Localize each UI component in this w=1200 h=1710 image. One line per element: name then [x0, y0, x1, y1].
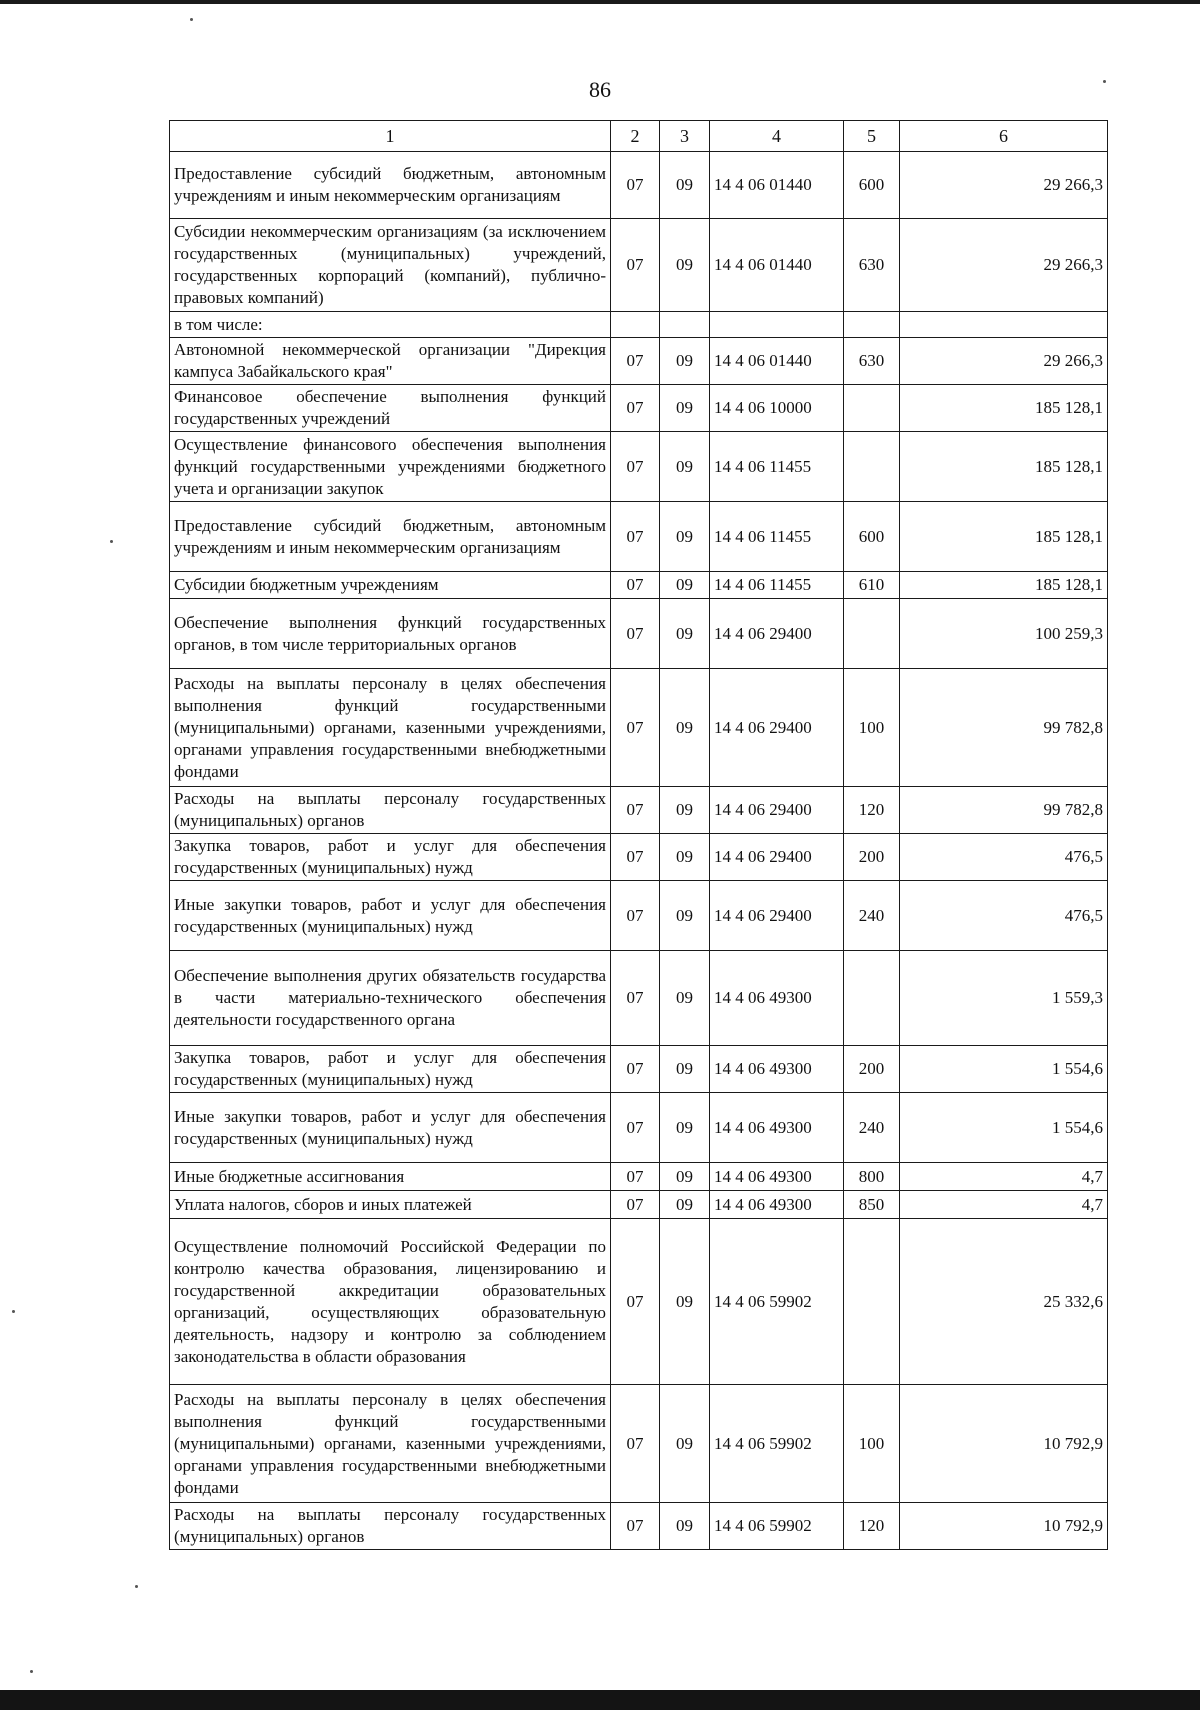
row-subsection: 09	[660, 1219, 710, 1385]
table-row	[170, 338, 1108, 385]
row-section: 07	[611, 219, 660, 312]
row-expense-type: 240	[844, 881, 900, 951]
row-section: 07	[611, 951, 660, 1046]
row-expense-type: 120	[844, 1503, 900, 1550]
row-section: 07	[611, 502, 660, 572]
row-amount: 185 128,1	[900, 385, 1108, 432]
row-target-code: 14 4 06 01440	[710, 338, 844, 385]
row-name: Обеспечение выполнения функций государственных органов, в том числе территориальных органов	[170, 599, 611, 669]
row-expense-type: 240	[844, 1093, 900, 1163]
row-target-code	[710, 312, 844, 338]
row-expense-type	[844, 599, 900, 669]
table-row	[170, 219, 1108, 312]
row-name: Финансовое обеспечение выполнения функций государственных учреждений	[170, 385, 611, 432]
table-row	[170, 432, 1108, 502]
table-row	[170, 502, 1108, 572]
row-section: 07	[611, 1093, 660, 1163]
row-name: Предоставление субсидий бюджетным, автономным учреждениям и иным некоммерческим организациям	[170, 152, 611, 219]
row-target-code: 14 4 06 59902	[710, 1385, 844, 1503]
row-section: 07	[611, 1046, 660, 1093]
table-row	[170, 1163, 1108, 1191]
row-subsection: 09	[660, 152, 710, 219]
row-name: Иные закупки товаров, работ и услуг для обеспечения государственных (муниципальных) нужд	[170, 1093, 611, 1163]
row-name: Расходы на выплаты персоналу в целях обеспечения выполнения функций государственными (муниципальными) органами, казенными учреждениями, органами управления государственными внебюджетными фондами	[170, 1385, 611, 1503]
row-subsection: 09	[660, 1191, 710, 1219]
scan-speck	[110, 540, 113, 543]
col-header-5: 5	[844, 121, 900, 152]
row-section: 07	[611, 599, 660, 669]
row-section: 07	[611, 669, 660, 787]
row-expense-type: 200	[844, 1046, 900, 1093]
scan-speck	[190, 18, 193, 21]
row-target-code: 14 4 06 11455	[710, 502, 844, 572]
row-name: Закупка товаров, работ и услуг для обеспечения государственных (муниципальных) нужд	[170, 834, 611, 881]
row-subsection: 09	[660, 502, 710, 572]
row-subsection: 09	[660, 1093, 710, 1163]
row-subsection: 09	[660, 881, 710, 951]
table-row	[170, 1385, 1108, 1503]
row-name: Осуществление финансового обеспечения выполнения функций государственными учреждениями бюджетного учета и организации закупок	[170, 432, 611, 502]
row-expense-type: 600	[844, 152, 900, 219]
row-name: Закупка товаров, работ и услуг для обеспечения государственных (муниципальных) нужд	[170, 1046, 611, 1093]
row-expense-type: 600	[844, 502, 900, 572]
row-section: 07	[611, 338, 660, 385]
row-amount: 1 554,6	[900, 1093, 1108, 1163]
row-target-code: 14 4 06 01440	[710, 152, 844, 219]
col-header-2: 2	[611, 121, 660, 152]
row-target-code: 14 4 06 49300	[710, 1093, 844, 1163]
row-section: 07	[611, 881, 660, 951]
col-header-1: 1	[170, 121, 611, 152]
row-subsection: 09	[660, 951, 710, 1046]
table-row	[170, 385, 1108, 432]
row-target-code: 14 4 06 59902	[710, 1219, 844, 1385]
row-target-code: 14 4 06 11455	[710, 432, 844, 502]
row-subsection: 09	[660, 669, 710, 787]
row-subsection: 09	[660, 1385, 710, 1503]
row-section: 07	[611, 1163, 660, 1191]
row-target-code: 14 4 06 29400	[710, 881, 844, 951]
row-name: Осуществление полномочий Российской Федерации по контролю качества образования, лицензированию и государственной аккредитации образовательных организаций, осуществляющих образовательную деятельность, надзору и контролю за соблюдением законодательства в области образования	[170, 1219, 611, 1385]
table-row	[170, 1503, 1108, 1550]
row-name: Расходы на выплаты персоналу в целях обеспечения выполнения функций государственными (муниципальными) органами, казенными учреждениями, органами управления государственными внебюджетными фондами	[170, 669, 611, 787]
scan-speck	[30, 1670, 33, 1673]
row-name: в том числе:	[170, 312, 611, 338]
table-row	[170, 152, 1108, 219]
row-target-code: 14 4 06 29400	[710, 599, 844, 669]
row-name: Иные закупки товаров, работ и услуг для обеспечения государственных (муниципальных) нужд	[170, 881, 611, 951]
row-name: Иные бюджетные ассигнования	[170, 1163, 611, 1191]
row-name: Субсидии некоммерческим организациям (за исключением государственных (муниципальных) учреждений, государственных корпораций (компаний), публично-правовых компаний)	[170, 219, 611, 312]
row-subsection: 09	[660, 385, 710, 432]
row-name: Уплата налогов, сборов и иных платежей	[170, 1191, 611, 1219]
row-subsection: 09	[660, 432, 710, 502]
row-subsection: 09	[660, 787, 710, 834]
row-section: 07	[611, 152, 660, 219]
row-amount: 25 332,6	[900, 1219, 1108, 1385]
row-target-code: 14 4 06 49300	[710, 1163, 844, 1191]
row-expense-type: 100	[844, 1385, 900, 1503]
row-name: Расходы на выплаты персоналу государственных (муниципальных) органов	[170, 787, 611, 834]
scan-speck	[12, 1310, 15, 1313]
row-amount: 29 266,3	[900, 219, 1108, 312]
row-name: Автономной некоммерческой организации "Дирекция кампуса Забайкальского края"	[170, 338, 611, 385]
row-amount: 185 128,1	[900, 572, 1108, 599]
row-amount: 1 554,6	[900, 1046, 1108, 1093]
row-section: 07	[611, 834, 660, 881]
table-row	[170, 834, 1108, 881]
scan-speck	[135, 1585, 138, 1588]
table-row	[170, 881, 1108, 951]
row-amount: 185 128,1	[900, 432, 1108, 502]
row-target-code: 14 4 06 10000	[710, 385, 844, 432]
row-subsection: 09	[660, 219, 710, 312]
row-amount: 29 266,3	[900, 152, 1108, 219]
table-row	[170, 572, 1108, 599]
table-row	[170, 951, 1108, 1046]
row-expense-type	[844, 312, 900, 338]
row-amount: 4,7	[900, 1191, 1108, 1219]
table-row	[170, 599, 1108, 669]
row-subsection: 09	[660, 834, 710, 881]
row-target-code: 14 4 06 29400	[710, 787, 844, 834]
row-target-code: 14 4 06 49300	[710, 1046, 844, 1093]
row-amount: 185 128,1	[900, 502, 1108, 572]
col-header-6: 6	[900, 121, 1108, 152]
row-section: 07	[611, 385, 660, 432]
table-row	[170, 1046, 1108, 1093]
row-subsection: 09	[660, 338, 710, 385]
row-expense-type	[844, 385, 900, 432]
row-amount: 10 792,9	[900, 1385, 1108, 1503]
row-section: 07	[611, 787, 660, 834]
row-subsection: 09	[660, 1046, 710, 1093]
row-section: 07	[611, 1191, 660, 1219]
row-target-code: 14 4 06 29400	[710, 669, 844, 787]
row-expense-type: 610	[844, 572, 900, 599]
row-expense-type	[844, 951, 900, 1046]
table-row	[170, 1093, 1108, 1163]
budget-table	[169, 120, 1108, 1550]
row-section: 07	[611, 1503, 660, 1550]
row-target-code: 14 4 06 11455	[710, 572, 844, 599]
row-subsection: 09	[660, 599, 710, 669]
row-amount: 99 782,8	[900, 787, 1108, 834]
scan-speck	[1103, 80, 1106, 83]
row-expense-type: 630	[844, 338, 900, 385]
row-target-code: 14 4 06 49300	[710, 1191, 844, 1219]
row-name: Предоставление субсидий бюджетным, автономным учреждениям и иным некоммерческим организациям	[170, 502, 611, 572]
row-expense-type: 200	[844, 834, 900, 881]
row-expense-type: 100	[844, 669, 900, 787]
col-header-4: 4	[710, 121, 844, 152]
row-expense-type: 850	[844, 1191, 900, 1219]
scan-top-edge	[0, 0, 1200, 4]
row-expense-type: 120	[844, 787, 900, 834]
row-expense-type	[844, 432, 900, 502]
row-amount: 476,5	[900, 834, 1108, 881]
row-expense-type: 630	[844, 219, 900, 312]
row-amount: 1 559,3	[900, 951, 1108, 1046]
row-amount	[900, 312, 1108, 338]
row-target-code: 14 4 06 59902	[710, 1503, 844, 1550]
row-target-code: 14 4 06 49300	[710, 951, 844, 1046]
scan-bottom-edge	[0, 1690, 1200, 1710]
table-row	[170, 1191, 1108, 1219]
row-section: 07	[611, 1385, 660, 1503]
table-row	[170, 1219, 1108, 1385]
page-number: 86	[589, 77, 611, 102]
row-section: 07	[611, 432, 660, 502]
row-target-code: 14 4 06 29400	[710, 834, 844, 881]
row-subsection: 09	[660, 1163, 710, 1191]
row-expense-type: 800	[844, 1163, 900, 1191]
row-amount: 100 259,3	[900, 599, 1108, 669]
row-name: Обеспечение выполнения других обязательств государства в части материально-технического обеспечения деятельности государственного органа	[170, 951, 611, 1046]
row-name: Расходы на выплаты персоналу государственных (муниципальных) органов	[170, 1503, 611, 1550]
col-header-3: 3	[660, 121, 710, 152]
row-subsection: 09	[660, 572, 710, 599]
header-row	[170, 121, 1108, 152]
row-subsection	[660, 312, 710, 338]
row-amount: 29 266,3	[900, 338, 1108, 385]
table-row	[170, 312, 1108, 338]
table-row	[170, 787, 1108, 834]
row-amount: 476,5	[900, 881, 1108, 951]
row-amount: 99 782,8	[900, 669, 1108, 787]
row-target-code: 14 4 06 01440	[710, 219, 844, 312]
row-subsection: 09	[660, 1503, 710, 1550]
table-row	[170, 669, 1108, 787]
row-amount: 10 792,9	[900, 1503, 1108, 1550]
row-name: Субсидии бюджетным учреждениям	[170, 572, 611, 599]
row-section	[611, 312, 660, 338]
row-amount: 4,7	[900, 1163, 1108, 1191]
row-section: 07	[611, 572, 660, 599]
row-section: 07	[611, 1219, 660, 1385]
row-expense-type	[844, 1219, 900, 1385]
